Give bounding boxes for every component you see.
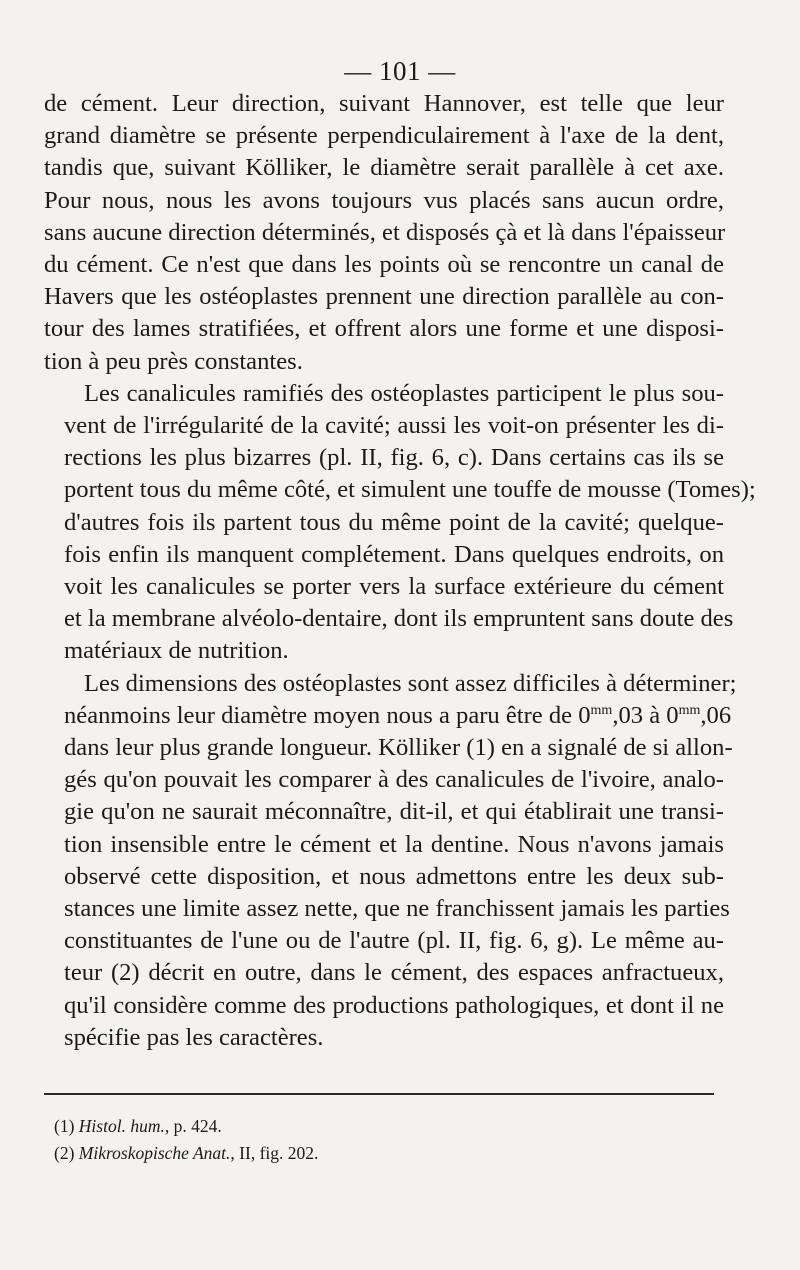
- text-line: tion insensible entre le cément et la dentine. Nous n'avons jamais: [64, 830, 724, 858]
- text-line: tandis que, suivant Kölliker, le diamètre serait parallèle à cet axe.: [44, 154, 724, 182]
- text-line: grand diamètre se présente perpendiculairement à l'axe de la dent,: [44, 122, 724, 150]
- paragraph-1: [44, 88, 724, 378]
- body-text: [44, 88, 756, 1054]
- text-line: Pour nous, nous les avons toujours vus placés sans aucun ordre,: [44, 186, 724, 214]
- text-line: tion à peu près constantes.: [44, 347, 303, 375]
- text-line: Les dimensions des ostéoplastes sont assez difficiles à déterminer;: [84, 669, 737, 697]
- footnote-1: [54, 1113, 654, 1140]
- text-line: voit les canalicules se porter vers la surface extérieure du cément: [64, 573, 724, 601]
- text-line: spécifie pas les caractères.: [64, 1023, 324, 1051]
- text-line: d'autres fois ils partent tous du même point de la cavité; quelque-: [64, 508, 724, 536]
- footnote-reference: , II, fig. 202.: [230, 1143, 319, 1163]
- page-number: — 101 —: [344, 56, 456, 86]
- text-line: dans leur plus grande longueur. Kölliker (1) en a signalé de si allon-: [64, 734, 733, 762]
- paragraph-3: [44, 668, 737, 1054]
- footnote-2: [54, 1140, 654, 1167]
- text-line: vent de l'irrégularité de la cavité; aussi les voit-on présenter les di-: [64, 412, 724, 440]
- text-line: stances une limite assez nette, que ne franchissent jamais les parties: [64, 895, 730, 923]
- text-line: du cément. Ce n'est que dans les points où se rencontre un canal de: [44, 251, 724, 279]
- text-line: gés qu'on pouvait les comparer à des canalicules de l'ivoire, analo-: [64, 766, 724, 794]
- footnote-divider: [44, 1093, 714, 1095]
- text-line: observé cette disposition, et nous admettons entre les deux sub-: [64, 862, 724, 890]
- text-line: Havers que les ostéoplastes prennent une direction parallèle au con-: [44, 283, 724, 311]
- footnote-marker: (1): [54, 1116, 75, 1136]
- text-line: tour des lames stratifiées, et offrent alors une forme et une disposi-: [44, 315, 724, 343]
- text-line: constituantes de l'une ou de l'autre (pl. II, fig. 6, g). Le même au-: [64, 927, 724, 955]
- text-line: qu'il considère comme des productions pathologiques, et dont il ne: [64, 991, 724, 1019]
- text-line: de cément. Leur direction, suivant Hannover, est telle que leur: [44, 90, 724, 117]
- text-line: néanmoins leur diamètre moyen nous a paru être de $0^{mm},03$ à $0^{mm},06$: [64, 701, 732, 729]
- text-line: fois enfin ils manquent complétement. Dans quelques endroits, on: [64, 540, 724, 568]
- text-line: gie qu'on ne saurait méconnaître, dit-il, et qui établirait une transi-: [64, 798, 724, 826]
- footnote-title: Histol. hum.: [78, 1116, 165, 1136]
- text-line: rections les plus bizarres (pl. II, fig. 6, c). Dans certains cas ils se: [64, 444, 724, 472]
- text-line: Les canalicules ramifiés des ostéoplastes participent le plus sou-: [84, 379, 724, 407]
- footnote-title: Mikroskopische Anat.: [78, 1143, 231, 1163]
- paragraph-2: [44, 378, 756, 668]
- text-line: sans aucune direction déterminés, et disposés çà et là dans l'épaisseur: [44, 218, 726, 246]
- footnote-reference: , p. 424.: [164, 1116, 222, 1136]
- footnote-marker: (2): [54, 1143, 75, 1163]
- text-line: matériaux de nutrition.: [64, 637, 289, 665]
- text-line: teur (2) décrit en outre, dans le cément, des espaces anfractueux,: [64, 959, 724, 987]
- footnotes: [54, 1113, 654, 1167]
- text-line: portent tous du même côté, et simulent une touffe de mousse (Tomes);: [64, 476, 756, 504]
- text-line: et la membrane alvéolo-dentaire, dont ils empruntent sans doute des: [64, 605, 734, 633]
